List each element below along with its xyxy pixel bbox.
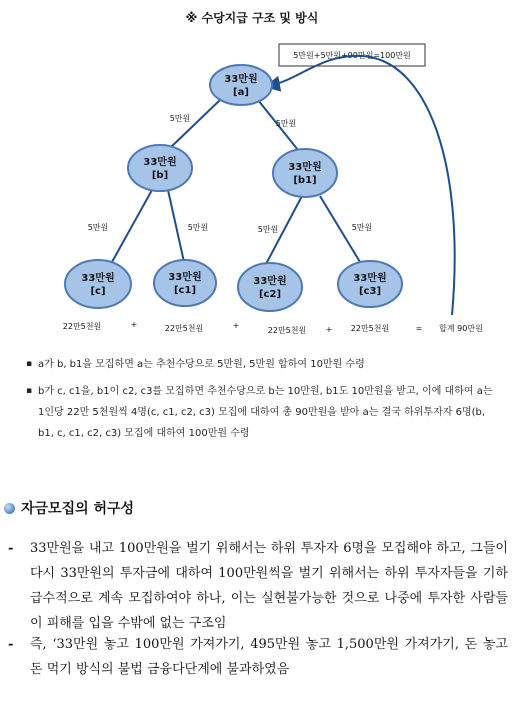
sum-term-1: 22만5천원 xyxy=(62,322,102,331)
edge-b-c1 xyxy=(168,190,184,262)
bullet-item xyxy=(26,354,494,375)
svg-text:[b1]: [b1] xyxy=(293,175,317,186)
node-c xyxy=(65,260,131,308)
node-b1 xyxy=(273,149,337,197)
bullet-text: a가 b, b1을 모집하면 a는 추천수당으로 5만원, 5만원 합하여 10만원 수령 xyxy=(38,359,365,370)
edge-label-b1-c2: 5만원 xyxy=(257,225,279,234)
dash-marker: - xyxy=(8,637,14,652)
svg-text:[a]: [a] xyxy=(233,87,249,98)
sum-term-2: 22만5천원 xyxy=(164,324,204,333)
svg-text:33만원: 33만원 xyxy=(353,273,387,284)
sum-op-1: + xyxy=(130,320,138,329)
svg-text:[c3]: [c3] xyxy=(358,286,382,297)
bullet-item xyxy=(26,381,494,444)
section-heading xyxy=(4,498,134,518)
svg-text:33만원: 33만원 xyxy=(253,276,287,287)
svg-text:[c]: [c] xyxy=(90,286,106,297)
bullet-text: b가 c, c1을, b1이 c2, c3를 모집하면 추천수당으로 b는 10만원, b1도 10만원을 받고, 이에 대하여 a는 1인당 22만 5천원씩 4명(c, c1, c2, c3) 모집에 대하여 총 90만원을 받아 a는 결국 하위투자자 6명(b, b1, c, c1, c2, c3) 모집에 대하여 100만원 수령 xyxy=(38,386,493,439)
sum-op-2: + xyxy=(232,321,240,330)
node-a xyxy=(210,65,272,105)
dash-marker: - xyxy=(8,541,14,556)
svg-text:33만원: 33만원 xyxy=(143,157,177,168)
paragraph-item xyxy=(8,536,508,636)
sum-op-3: + xyxy=(325,325,333,334)
sum-term-3: 22만5천원 xyxy=(267,326,307,335)
node-c2 xyxy=(238,263,302,311)
edge-label-b-c1: 5만원 xyxy=(187,223,209,232)
svg-text:33만원: 33만원 xyxy=(224,74,258,85)
sum-equals: = xyxy=(415,324,423,333)
edge-label-a-b1: 5만원 xyxy=(275,119,297,128)
node-c1 xyxy=(154,260,216,306)
paragraph-text: 즉, ‘33만원 놓고 100만원 가져가기, 495만원 놓고 1,500만원 가져가기, 돈 놓고 돈 먹기 방식의 불법 금융다단계에 불과하였음 xyxy=(30,637,508,677)
bullet-marker-icon: ▪ xyxy=(26,359,33,369)
paragraph-item xyxy=(8,632,508,682)
svg-text:33만원: 33만원 xyxy=(288,162,322,173)
svg-text:[c1]: [c1] xyxy=(173,285,197,296)
edge-label-b1-c3: 5만원 xyxy=(351,223,373,232)
bullet-marker-icon: ▪ xyxy=(26,386,33,396)
svg-text:33만원: 33만원 xyxy=(168,272,202,283)
node-b xyxy=(128,145,192,191)
section-heading-text: 자금모집의 허구성 xyxy=(21,501,135,517)
edge-a-b xyxy=(170,100,220,148)
edge-b-c xyxy=(112,190,152,262)
explanation-bullets xyxy=(26,354,494,450)
svg-text:33만원: 33만원 xyxy=(81,273,115,284)
svg-text:[c2]: [c2] xyxy=(258,289,282,300)
edge-label-b-c: 5만원 xyxy=(87,223,109,232)
diagram-title: ※ 수당지급 구조 및 방식 xyxy=(185,11,319,25)
node-c3 xyxy=(338,261,402,307)
commission-structure-diagram xyxy=(0,0,514,350)
sum-total: 합계 90만원 xyxy=(439,324,483,333)
formula-text: 5만원+5만원+90만원=100만원 xyxy=(293,51,411,60)
blue-ball-icon xyxy=(4,503,15,514)
edge-label-a-b: 5만원 xyxy=(169,114,191,123)
sum-term-4: 22만5천원 xyxy=(350,324,390,333)
paragraph-text: 33만원을 내고 100만원을 벌기 위해서는 하위 투자자 6명을 모집해야 하고, 그들이 다시 33만원의 투자금에 대하여 100만원씩을 벌기 위해서는 하위 투자자들을 기하급수적으로 계속 모집하여야 하나, 이는 실현불가능한 것으로 나중에 투자한 사람들이 피해를 입을 수밖에 없는 구조임 xyxy=(30,541,508,631)
svg-text:[b]: [b] xyxy=(151,170,169,181)
